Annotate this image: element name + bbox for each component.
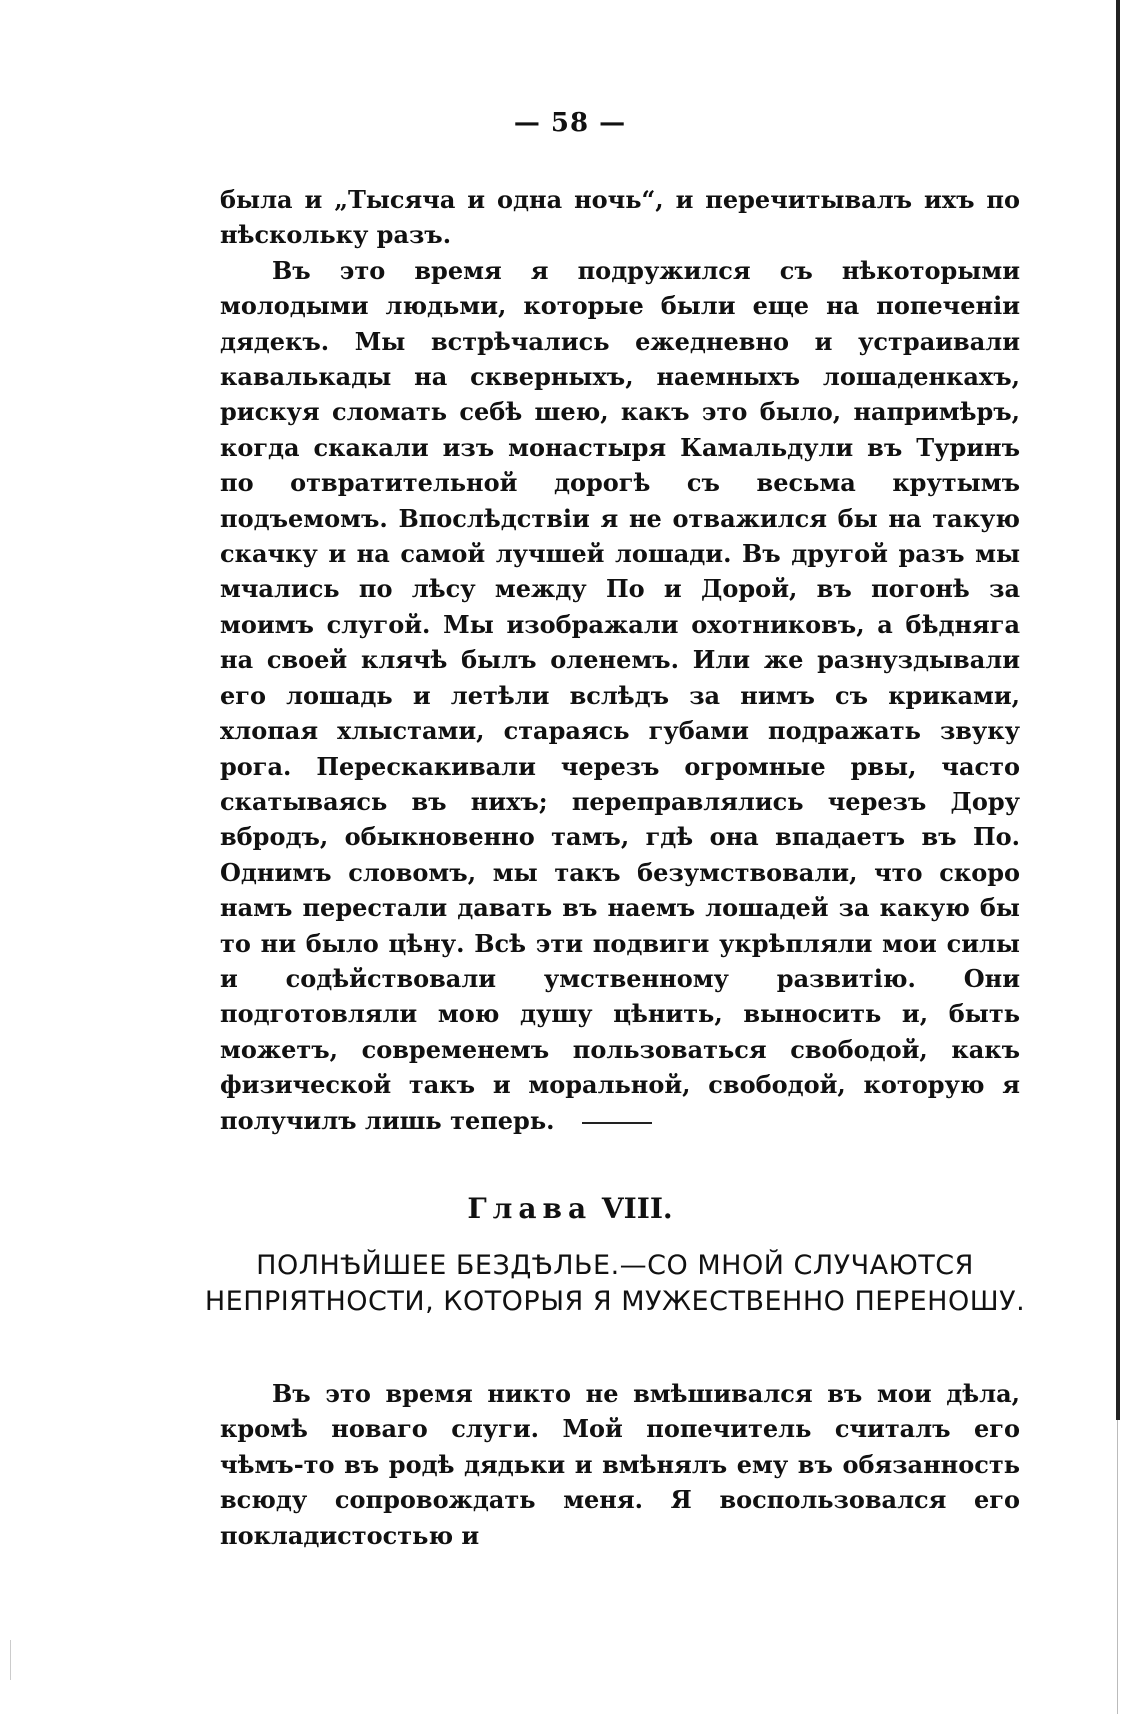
section-divider xyxy=(582,1122,652,1124)
chapter-label: Глава xyxy=(467,1192,593,1225)
paragraph: Въ это время никто не вмѣшивался въ мои дѣла, кромѣ новаго слуги. Мой попечитель считалъ его чѣмъ-то въ родѣ дядьки и вмѣнялъ ему въ обязанность всюду сопровождать меня. Я воспользовался его покладистостью и xyxy=(220,1379,1020,1550)
chapter-title: ПОЛНѢЙШЕЕ БЕЗДѢЛЬЕ.—СО МНОЙ СЛУЧАЮТСЯ НЕПРІЯТНОСТИ, КОТОРЫЯ Я МУЖЕСТВЕННО ПЕРЕНОШУ. xyxy=(204,1250,1026,1317)
page-number: — 58 — xyxy=(513,108,627,138)
chapter-number: VIII. xyxy=(601,1192,673,1225)
page-edge-line-thin xyxy=(1117,1420,1118,1714)
chapter-heading xyxy=(0,1192,1140,1225)
paragraph-continuation: была и „Тысяча и одна ночь“, и перечитывалъ ихъ по нѣскольку разъ. xyxy=(220,185,1020,250)
paragraph: Въ это время я подружился съ нѣкоторыми молодыми людьми, которые были еще на попеченіи дядекъ. Мы встрѣчались ежедневно и устраивали кавалькады на скверныхъ, наемныхъ лошаденкахъ, рискуя сломать себѣ шею, какъ это было, напримѣръ, когда скакали изъ монастыря Камальдули въ Туринъ по отвратительной дорогѣ съ весьма крутымъ подъемомъ. Впослѣдствіи я не отважился бы на такую скачку и на самой лучшей лошади. Въ другой разъ мы мчались по лѣсу между По и Дорой, въ погонѣ за моимъ слугой. Мы изображали охотниковъ, а бѣдняга на своей клячѣ былъ оленемъ. Или же разнуздывали его лошадь и летѣли вслѣдъ за нимъ съ криками, хлопая хлыстами, стараясь губами подражать звуку рога. Перескакивали черезъ огромные рвы, часто скатываясь въ нихъ; переправлялись черезъ Дору вбродъ, обыкновенно тамъ, гдѣ она впадаетъ въ По. Однимъ словомъ, мы такъ безумствовали, что скоро намъ перестали давать въ наемъ лошадей за какую бы то ни было цѣну. Всѣ эти подвиги укрѣпляли мои силы и содѣйствовали умственному развитію. Они подготовляли мою душу цѣнить, выносить и, быть можетъ, современемъ пользоваться свободой, какъ физической такъ и моральной, свободой, которую я получилъ лишь теперь. xyxy=(220,255,1020,1135)
text-block-top xyxy=(220,182,1020,1138)
text-block-bottom xyxy=(220,1376,1020,1553)
scan-mark xyxy=(10,1640,11,1680)
